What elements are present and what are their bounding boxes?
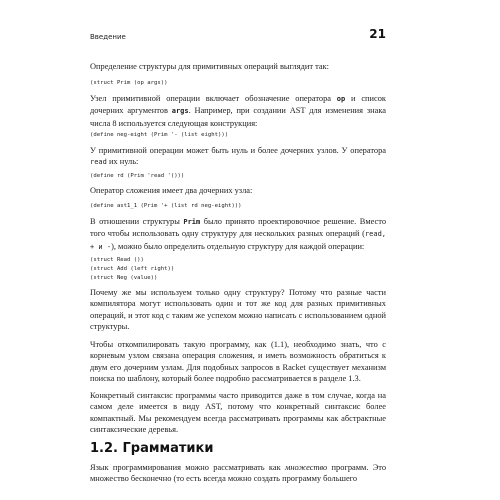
inline-code-ops: read, + и -	[90, 230, 386, 251]
paragraph-concrete-syntax: Конкретный синтаксис программы часто приводится даже в том случае, когда на самом деле имеется в виду AST, потому что конкретный синтаксис более компактный. Мы рекомендуем всегда рассматривать программы как абстрактные синтаксические деревья.	[90, 391, 386, 435]
code-define-rd: (define rd (Prim 'read '()))	[90, 173, 185, 179]
code-neg-eight: (define neg-eight (Prim '- (list eight)))	[90, 132, 229, 138]
code-ast1-1: (define ast1_1 (Prim '+ (list rd neg-eight)))	[90, 203, 242, 209]
text: программ. Это множество бесконечно (то есть всегда можно создать программу большего	[90, 463, 387, 484]
code-struct-prim: (struct Prim (op args))	[90, 80, 168, 86]
text: ), можно было определить отдельную структуру для каждой операции:	[111, 241, 365, 251]
text: В отношении структуры	[90, 217, 184, 226]
inline-code-op: op	[336, 95, 346, 103]
inline-code-prim: Prim	[183, 218, 201, 226]
text: их нуль:	[106, 157, 139, 167]
paragraph-prim-node	[90, 93, 386, 129]
paragraph-zero-children	[90, 145, 386, 169]
inline-code-read: read	[90, 158, 107, 167]
inline-code-args: args	[171, 107, 189, 116]
text: Язык программирования можно рассматривать как	[90, 463, 285, 472]
paragraph-design-decision	[90, 216, 386, 253]
text: Узел примитивной операции включает обозначение оператора	[90, 94, 337, 103]
running-title: Введение	[90, 33, 126, 41]
section-heading: 1.2. Грамматики	[90, 441, 214, 456]
code-separate-structs: (struct Read ()) (struct Add (left right)) (struct Neg (value))	[90, 257, 175, 281]
paragraph-addition: Оператор сложения имеет два дочерних узла:	[90, 186, 253, 195]
page-number: 21	[369, 27, 386, 41]
emphasis: множество	[284, 463, 328, 472]
paragraph-why-one-struct: Почему же мы используем только одну структуру? Потому что разные части компилятора могут использовать один и тот же код для разных примитивных операций, и этот код с таким же успехом можно написать с использованием одной структуры.	[90, 288, 386, 332]
text: У примитивной операции может быть нуль и более дочерних узлов. У оператора	[90, 146, 386, 155]
text: и список дочерних аргументов	[90, 94, 386, 116]
text: . Например, при создании AST для изменения знака числа 8 используется следующая конструкция:	[90, 106, 387, 128]
paragraph-compile-program: Чтобы откомпилировать такую программу, как (1.1), необходимо знать, что с корневым узлом связана операция сложения, и иметь возможность обратиться к двум его дочерним узлам. Для подобных запросов в Racket существует механизм поиска по шаблону, который более подробно рассматривается в разделе 1.3.	[90, 340, 386, 384]
paragraph-grammars-intro	[90, 462, 386, 485]
text: было принято проектировочное решение. Вместо того чтобы использовать одну структуру для нескольких разных операций (	[90, 217, 387, 239]
paragraph-struct-def: Определение структуры для примитивных операций выглядит так:	[90, 62, 329, 71]
